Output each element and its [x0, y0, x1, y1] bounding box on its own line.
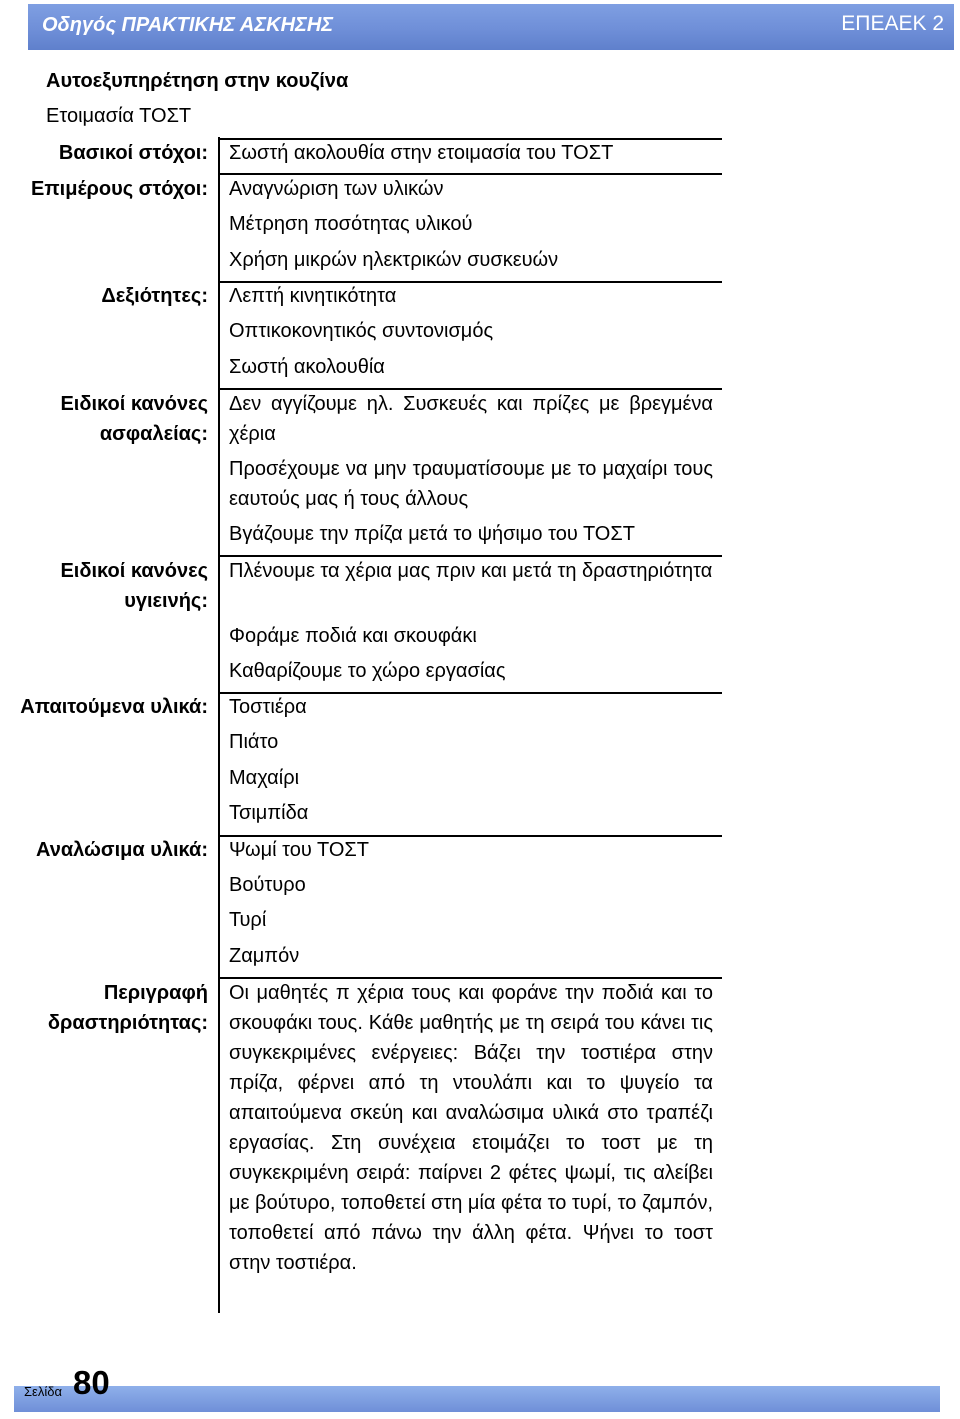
list-item: Ψωμί του ΤΟΣΤ — [229, 839, 369, 861]
list-item: Μέτρηση ποσότητας υλικού — [229, 213, 473, 235]
list-item: Λεπτή κινητικότητα — [229, 285, 397, 307]
label-consumables: Αναλώσιμα υλικά: — [36, 839, 208, 861]
page-number: 80 — [73, 1364, 110, 1401]
label-safety-rules — [60, 389, 208, 449]
list-item: Οπτικοκονητικός συντονισμός — [229, 320, 494, 342]
header-guide-title: Οδηγός ΠΡΑΚΤΙΚΗΣ ΑΣΚΗΣΗΣ — [42, 14, 334, 36]
page-subtitle: Ετοιμασία ΤΟΣΤ — [46, 105, 192, 127]
list-item: Πλένουμε τα χέρια μας πριν και μετά τη δραστηριότητα — [229, 560, 713, 582]
footer-bar — [14, 1386, 940, 1412]
list-item: Φοράμε ποδιά και σκουφάκι — [229, 625, 477, 647]
list-item: Δεν αγγίζουμε ηλ. Συσκευές και πρίζες με βρεγμένα χέρια — [229, 393, 713, 445]
activity-description: Οι μαθητές π χέρια τους και φοράνε την ποδιά και το σκουφάκι τους. Κάθε μαθητής με τη σειρά του κάνει τις συγκεκριμένες ενέργειες: Βάζει την τοστιέρα στην πρίζα, φέρνει από τη ντουλάπι και το ψυγείο τα απαιτούμενα σκεύη και αναλώσιμα υλικά στο τραπέζι εργασίας. Στη συνέχεια ετοιμάζει το τοστ με τη συγκεκριμένη σειρά: παίρνει 2 φέτες ψωμί, τις αλείβει με βούτυρο, τοποθετεί στη μία φέτα το τυρί, το ζαμπόν, τοποθετεί από πάνω την άλλη φέτα. Ψήνει το τοστ στην τοστιέρα. — [229, 982, 714, 1274]
label-hygiene-line1: Ειδικοί κανόνες — [60, 560, 208, 582]
list-item: Βούτυρο — [229, 874, 306, 896]
label-partial-goals: Επιμέρους στόχοι: — [31, 178, 208, 200]
list-item: Τοστιέρα — [229, 696, 307, 718]
label-hygiene-line2: υγιεινής: — [124, 590, 208, 612]
list-item: Αναγνώριση των υλικών — [229, 178, 444, 200]
label-hygiene-rules — [60, 556, 208, 616]
list-item: Πιάτο — [229, 731, 279, 753]
list-item: Μαχαίρι — [229, 767, 300, 789]
list-item: Σωστή ακολουθία στην ετοιμασία του ΤΟΣΤ — [229, 142, 614, 164]
table-vertical-divider — [218, 137, 220, 1313]
list-item: Ζαμπόν — [229, 945, 300, 967]
label-basic-goals: Βασικοί στόχοι: — [58, 142, 208, 164]
label-description-line2: δραστηριότητας: — [47, 1012, 208, 1034]
page-header — [28, 4, 954, 50]
label-safety-line1: Ειδικοί κανόνες — [60, 393, 208, 415]
header-program-title: ΕΠΕΑΕΚ 2 — [841, 12, 944, 35]
label-safety-line2: ασφαλείας: — [99, 423, 208, 445]
list-item: Τσιμπίδα — [229, 802, 309, 824]
label-activity-description — [48, 978, 208, 1038]
list-item: Χρήση μικρών ηλεκτρικών συσκευών — [229, 249, 559, 271]
page-label: Σελίδα — [24, 1384, 62, 1399]
list-item: Τυρί — [229, 909, 267, 931]
list-item: Καθαρίζουμε το χώρο εργασίας — [229, 660, 506, 682]
label-description-line1: Περιγραφή — [103, 982, 208, 1004]
label-skills: Δεξιότητες: — [101, 285, 208, 307]
list-item: Σωστή ακολουθία — [229, 356, 385, 378]
label-required-materials: Απαιτούμενα υλικά: — [20, 696, 208, 718]
page-title: Αυτοεξυπηρέτηση στην κουζίνα — [46, 70, 349, 92]
list-item: Προσέχουμε να μην τραυματίσουμε με το μαχαίρι τους εαυτούς μας ή τους άλλους — [229, 458, 713, 510]
list-item: Βγάζουμε την πρίζα μετά το ψήσιμο του ΤΟΣΤ — [229, 523, 635, 545]
